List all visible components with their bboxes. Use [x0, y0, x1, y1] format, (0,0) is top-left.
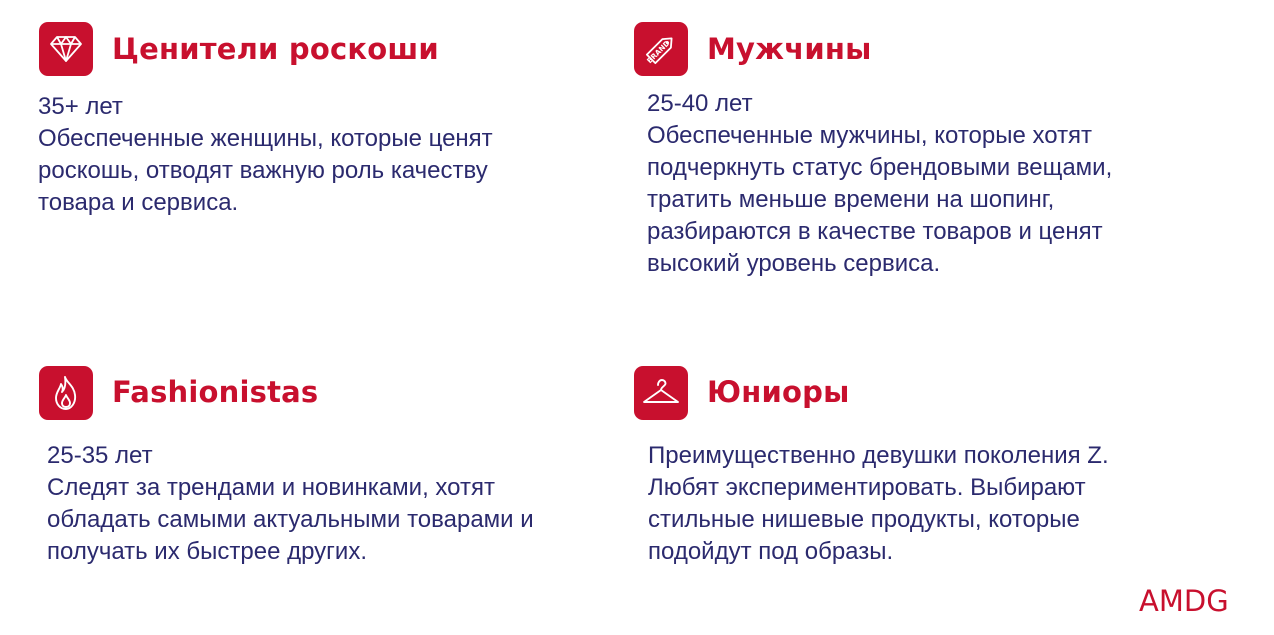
hanger-icon	[634, 366, 688, 420]
segment-text-line: подчеркнуть статус брендовыми вещами,	[647, 154, 1113, 181]
segment-text-line: Обеспеченные мужчины, которые хотят	[647, 122, 1093, 149]
segment-text-line: получать их быстрее других.	[47, 538, 367, 565]
segment-text-line: Обеспеченные женщины, которые ценят	[38, 125, 493, 152]
segment-age: 35+ лет	[38, 93, 123, 120]
flame-icon	[39, 366, 93, 420]
segment-text-line: Следят за трендами и новинками, хотят	[47, 474, 495, 501]
brand-tag-icon	[634, 22, 688, 76]
diamond-icon	[39, 22, 93, 76]
segment-text-line: подойдут под образы.	[648, 538, 894, 565]
segment-text-line: Любят экспериментировать. Выбирают	[648, 474, 1086, 501]
segment-age: 25-35 лет	[47, 442, 153, 469]
segment-title: Юниоры	[707, 375, 850, 409]
brand-tag-text: BRAND	[644, 38, 672, 66]
segment-description	[38, 91, 493, 219]
segment-text-line: роскошь, отводят важную роль качеству	[38, 157, 488, 184]
segment-text-line: Преимущественно девушки поколения Z.	[648, 442, 1109, 469]
segment-text-line: стильные нишевые продукты, которые	[648, 506, 1080, 533]
segment-title: Fashionistas	[112, 375, 319, 409]
amdg-logo: AMDG	[1139, 584, 1229, 618]
segment-description	[648, 440, 1109, 568]
segment-description	[647, 88, 1112, 280]
segment-title: Мужчины	[707, 32, 872, 66]
segment-text-line: тратить меньше времени на шопинг,	[647, 186, 1055, 213]
segment-text-line: обладать самыми актуальными товарами и	[47, 506, 534, 533]
segment-description	[47, 440, 534, 568]
segment-text-line: высокий уровень сервиса.	[647, 250, 941, 277]
segment-text-line: товара и сервиса.	[38, 189, 239, 216]
segment-title: Ценители роскоши	[112, 32, 439, 66]
segment-age: 25-40 лет	[647, 90, 753, 117]
segment-text-line: разбираются в качестве товаров и ценят	[647, 218, 1103, 245]
